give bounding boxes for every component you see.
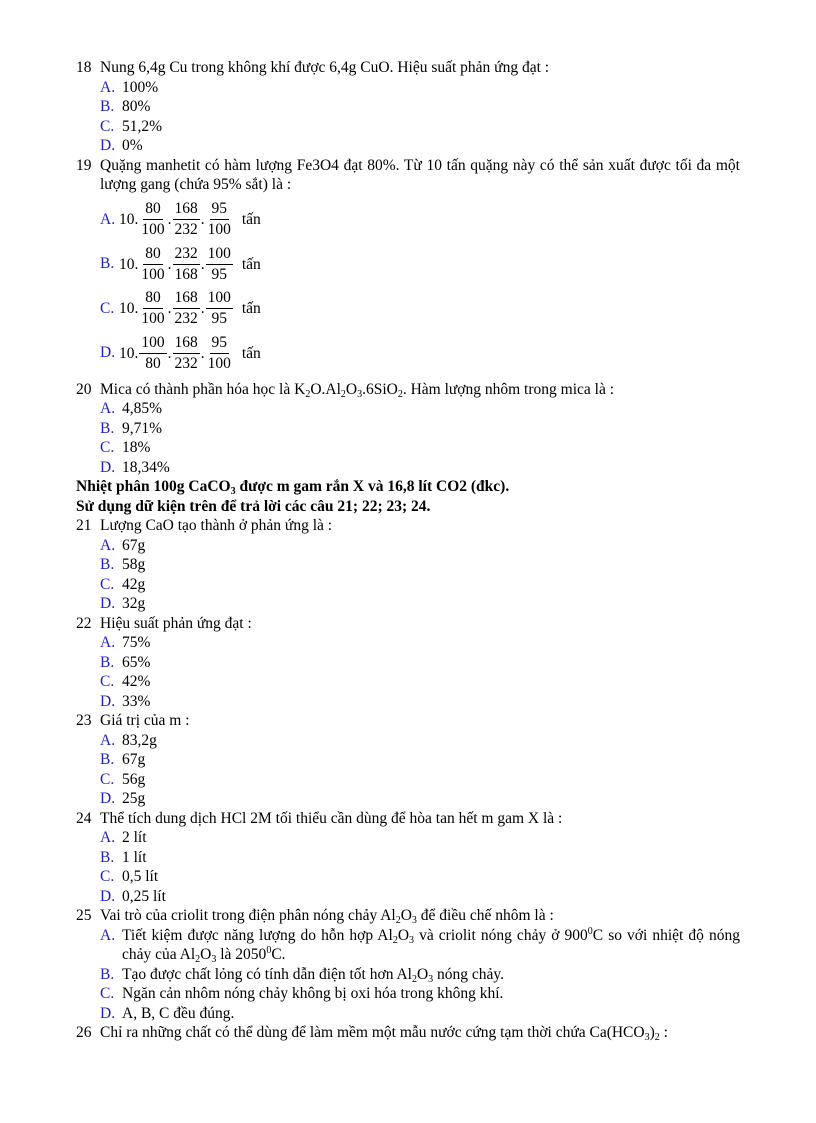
fraction bbox=[206, 200, 233, 239]
option-18-c bbox=[0, 117, 816, 137]
denominator: 100 bbox=[141, 221, 165, 239]
denominator: 100 bbox=[207, 355, 231, 373]
question-number: 23 bbox=[76, 712, 92, 730]
numerator: 80 bbox=[143, 289, 163, 309]
option-text: 25g bbox=[122, 790, 146, 808]
option-22-c bbox=[0, 672, 816, 692]
option-letter: D. bbox=[100, 458, 116, 476]
option-letter: B. bbox=[100, 98, 115, 115]
denominator: 95 bbox=[211, 265, 227, 283]
option-letter: A. bbox=[100, 210, 116, 228]
question-number: 19 bbox=[76, 156, 92, 174]
option-text: 9,71% bbox=[122, 419, 163, 437]
question-24 bbox=[0, 809, 816, 829]
option-text: 83,2g bbox=[122, 731, 157, 749]
question-text: Thể tích dung dịch HCl 2M tối thiểu cần dùng để hòa tan hết m gam X là : bbox=[100, 809, 563, 827]
denominator: 80 bbox=[145, 355, 161, 373]
option-letter: D. bbox=[100, 344, 116, 362]
question-text: Chỉ ra những chất có thể dùng để làm mềm một mẫu nước cứng tạm thời chứa $Ca(HCO_3)_2$ : bbox=[100, 1024, 668, 1044]
option-text: 1 lít bbox=[122, 848, 147, 866]
question-21 bbox=[0, 516, 816, 536]
dot: . bbox=[200, 300, 205, 318]
option-letter: B. bbox=[100, 556, 115, 574]
numerator: 168 bbox=[173, 200, 200, 220]
dot: . bbox=[200, 344, 205, 362]
option-letter: D. bbox=[100, 692, 116, 710]
dot: . bbox=[167, 344, 172, 362]
question-number: 26 bbox=[76, 1024, 92, 1042]
question-20 bbox=[0, 380, 816, 400]
numerator: 232 bbox=[173, 245, 200, 265]
option-letter: C. bbox=[100, 439, 115, 457]
option-text: 18% bbox=[122, 439, 151, 457]
numerator: 95 bbox=[210, 334, 230, 354]
option-letter: A. bbox=[100, 536, 116, 554]
numerator: 100 bbox=[206, 245, 233, 265]
question-number: 24 bbox=[76, 809, 92, 827]
option-letter: B. bbox=[100, 965, 115, 983]
option-25-b bbox=[0, 965, 816, 985]
option-text: 67g bbox=[122, 536, 146, 554]
option-letter: B. bbox=[100, 751, 115, 769]
option-letter: A. bbox=[100, 926, 116, 944]
option-23-c bbox=[0, 770, 816, 790]
question-text: Mica có thành phần hóa học là $K_2O.Al_2O_3.6SiO_2$. Hàm lượng nhôm trong mica là : bbox=[100, 380, 615, 400]
question-22 bbox=[0, 614, 816, 634]
fraction bbox=[173, 334, 200, 373]
option-19-c bbox=[0, 287, 816, 332]
dot: . bbox=[200, 255, 205, 273]
fraction bbox=[173, 245, 200, 284]
dot: . bbox=[167, 255, 172, 273]
option-text: 0,25 lít bbox=[122, 887, 166, 905]
option-18-a bbox=[0, 78, 816, 98]
numerator: 168 bbox=[173, 289, 200, 309]
option-letter: C. bbox=[100, 673, 115, 691]
option-text: 18,34% bbox=[122, 458, 170, 476]
numerator: 100 bbox=[206, 289, 233, 309]
denominator: 95 bbox=[211, 310, 227, 328]
option-letter: C. bbox=[100, 868, 115, 886]
unit: tấn bbox=[241, 255, 261, 273]
question-number: 21 bbox=[76, 517, 92, 535]
option-text: 65% bbox=[122, 653, 151, 671]
question-number: 22 bbox=[76, 614, 92, 632]
option-19-b bbox=[0, 242, 816, 287]
option-text: 33% bbox=[122, 692, 151, 710]
option-text: Tiết kiệm được năng lượng do hỗn hợp $Al_2O_3$ và criolit nóng chảy ở $900^0C$ so với nhiệt độ nóng chảy của $Al_2O_3$ là 2050$^0$C. bbox=[122, 925, 740, 966]
unit: tấn bbox=[241, 211, 261, 229]
option-18-b bbox=[0, 97, 816, 117]
option-text: 67g bbox=[122, 751, 146, 769]
fraction bbox=[206, 245, 233, 284]
fraction bbox=[173, 289, 200, 328]
option-text: 100% bbox=[122, 78, 159, 96]
dot: . bbox=[167, 211, 172, 229]
option-21-c bbox=[0, 575, 816, 595]
option-23-a bbox=[0, 731, 816, 751]
dot: . bbox=[200, 211, 205, 229]
option-text: 2 lít bbox=[122, 829, 147, 847]
shared-data-instruction: Sử dụng dữ kiện trên để trả lời các câu 21; 22; 23; 24. bbox=[76, 497, 431, 515]
formula-prefix: 10. bbox=[119, 255, 139, 273]
formula-prefix: 10. bbox=[119, 211, 139, 229]
formula bbox=[119, 198, 261, 243]
option-23-d bbox=[0, 789, 816, 809]
option-letter: C. bbox=[100, 117, 115, 135]
option-22-b bbox=[0, 653, 816, 673]
option-21-b bbox=[0, 555, 816, 575]
numerator: 95 bbox=[210, 200, 230, 220]
option-25-a bbox=[0, 926, 816, 965]
option-22-a bbox=[0, 633, 816, 653]
shared-data-intro: Nhiệt phân 100g CaCO$_3$ được m gam rắn X và 16,8 lít CO2 (đkc). bbox=[76, 478, 510, 498]
option-text: 0,5 lít bbox=[122, 868, 159, 886]
option-letter: C. bbox=[100, 299, 115, 317]
option-24-c bbox=[0, 867, 816, 887]
option-text: 51,2% bbox=[122, 117, 163, 135]
numerator: 80 bbox=[143, 200, 163, 220]
option-text: Tạo được chất lỏng có tính dẫn điện tốt hơn $Al_2O_3$ nóng chảy. bbox=[122, 965, 505, 985]
option-letter: C. bbox=[100, 985, 115, 1003]
option-text: 32g bbox=[122, 595, 146, 613]
option-20-b bbox=[0, 419, 816, 439]
option-letter: D. bbox=[100, 887, 116, 905]
option-21-a bbox=[0, 536, 816, 556]
option-25-c bbox=[0, 984, 816, 1004]
question-text: Quặng manhetit có hàm lượng Fe3O4 đạt 80%. Từ 10 tấn quặng này có thể sản xuất được tối đa một lượng gang (chứa 95% sắt) là : bbox=[100, 156, 740, 193]
option-text: 58g bbox=[122, 556, 146, 574]
question-number: 18 bbox=[76, 59, 92, 76]
question-text: Vai trò của criolit trong điện phân nóng chảy $Al_2O_3$ để điều chế nhôm là : bbox=[100, 907, 554, 927]
fraction bbox=[139, 200, 166, 239]
option-letter: A. bbox=[100, 634, 116, 652]
option-text: Ngăn cản nhôm nóng chảy không bị oxi hóa trong không khí. bbox=[122, 985, 504, 1003]
option-24-b bbox=[0, 848, 816, 868]
question-number: 20 bbox=[76, 380, 92, 398]
option-text: 75% bbox=[122, 634, 151, 652]
numerator: 168 bbox=[173, 334, 200, 354]
denominator: 100 bbox=[141, 310, 165, 328]
formula bbox=[119, 331, 261, 376]
fraction bbox=[139, 334, 166, 373]
denominator: 232 bbox=[174, 355, 198, 373]
option-text: 42g bbox=[122, 575, 146, 593]
question-23 bbox=[0, 711, 816, 731]
option-text: 42% bbox=[122, 673, 151, 691]
question-text: Nung 6,4g Cu trong không khí được 6,4g CuO. Hiệu suất phản ứng đạt : bbox=[100, 59, 550, 76]
document-page bbox=[0, 58, 816, 1043]
unit: tấn bbox=[241, 300, 261, 318]
option-25-d bbox=[0, 1004, 816, 1024]
question-18 bbox=[0, 58, 816, 78]
option-letter: A. bbox=[100, 829, 116, 847]
formula bbox=[119, 287, 261, 332]
question-26 bbox=[0, 1023, 816, 1043]
option-text: A, B, C đều đúng. bbox=[122, 1004, 235, 1022]
fraction bbox=[206, 289, 233, 328]
option-20-a bbox=[0, 399, 816, 419]
option-letter: C. bbox=[100, 575, 115, 593]
fraction bbox=[139, 245, 166, 284]
option-19-a bbox=[0, 198, 816, 243]
option-24-d bbox=[0, 887, 816, 907]
option-letter: B. bbox=[100, 255, 115, 273]
fraction bbox=[139, 289, 166, 328]
option-text: 56g bbox=[122, 770, 146, 788]
question-text: Giá trị của m : bbox=[100, 712, 190, 730]
denominator: 100 bbox=[141, 265, 165, 283]
option-18-d bbox=[0, 136, 816, 156]
option-letter: A. bbox=[100, 400, 116, 418]
option-text: 4,85% bbox=[122, 400, 163, 418]
question-25 bbox=[0, 906, 816, 926]
denominator: 232 bbox=[174, 310, 198, 328]
option-21-d bbox=[0, 594, 816, 614]
option-text: 80% bbox=[122, 98, 151, 115]
option-22-d bbox=[0, 692, 816, 712]
denominator: 100 bbox=[207, 221, 231, 239]
unit: tấn bbox=[241, 344, 261, 362]
option-letter: D. bbox=[100, 137, 116, 154]
denominator: 168 bbox=[174, 265, 198, 283]
fraction bbox=[173, 200, 200, 239]
fraction bbox=[206, 334, 233, 373]
numerator: 80 bbox=[143, 245, 163, 265]
option-letter: B. bbox=[100, 419, 115, 437]
denominator: 232 bbox=[174, 221, 198, 239]
option-19-d bbox=[0, 331, 816, 376]
option-24-a bbox=[0, 828, 816, 848]
question-text: Hiệu suất phản ứng đạt : bbox=[100, 614, 252, 632]
question-number: 25 bbox=[76, 907, 92, 925]
option-letter: D. bbox=[100, 595, 116, 613]
option-letter: D. bbox=[100, 1004, 116, 1022]
option-20-c bbox=[0, 438, 816, 458]
formula-prefix: 10. bbox=[119, 300, 139, 318]
option-text: 0% bbox=[122, 137, 143, 154]
option-letter: C. bbox=[100, 770, 115, 788]
formula-prefix: 10. bbox=[119, 344, 139, 362]
question-19 bbox=[0, 156, 816, 195]
option-letter: B. bbox=[100, 848, 115, 866]
question-text: Lượng CaO tạo thành ở phản ứng là : bbox=[100, 517, 333, 535]
numerator: 100 bbox=[139, 334, 166, 354]
dot: . bbox=[167, 300, 172, 318]
formula bbox=[119, 242, 261, 287]
option-20-d bbox=[0, 458, 816, 478]
option-letter: B. bbox=[100, 653, 115, 671]
option-23-b bbox=[0, 750, 816, 770]
option-letter: A. bbox=[100, 78, 116, 96]
option-letter: D. bbox=[100, 790, 116, 808]
option-letter: A. bbox=[100, 731, 116, 749]
